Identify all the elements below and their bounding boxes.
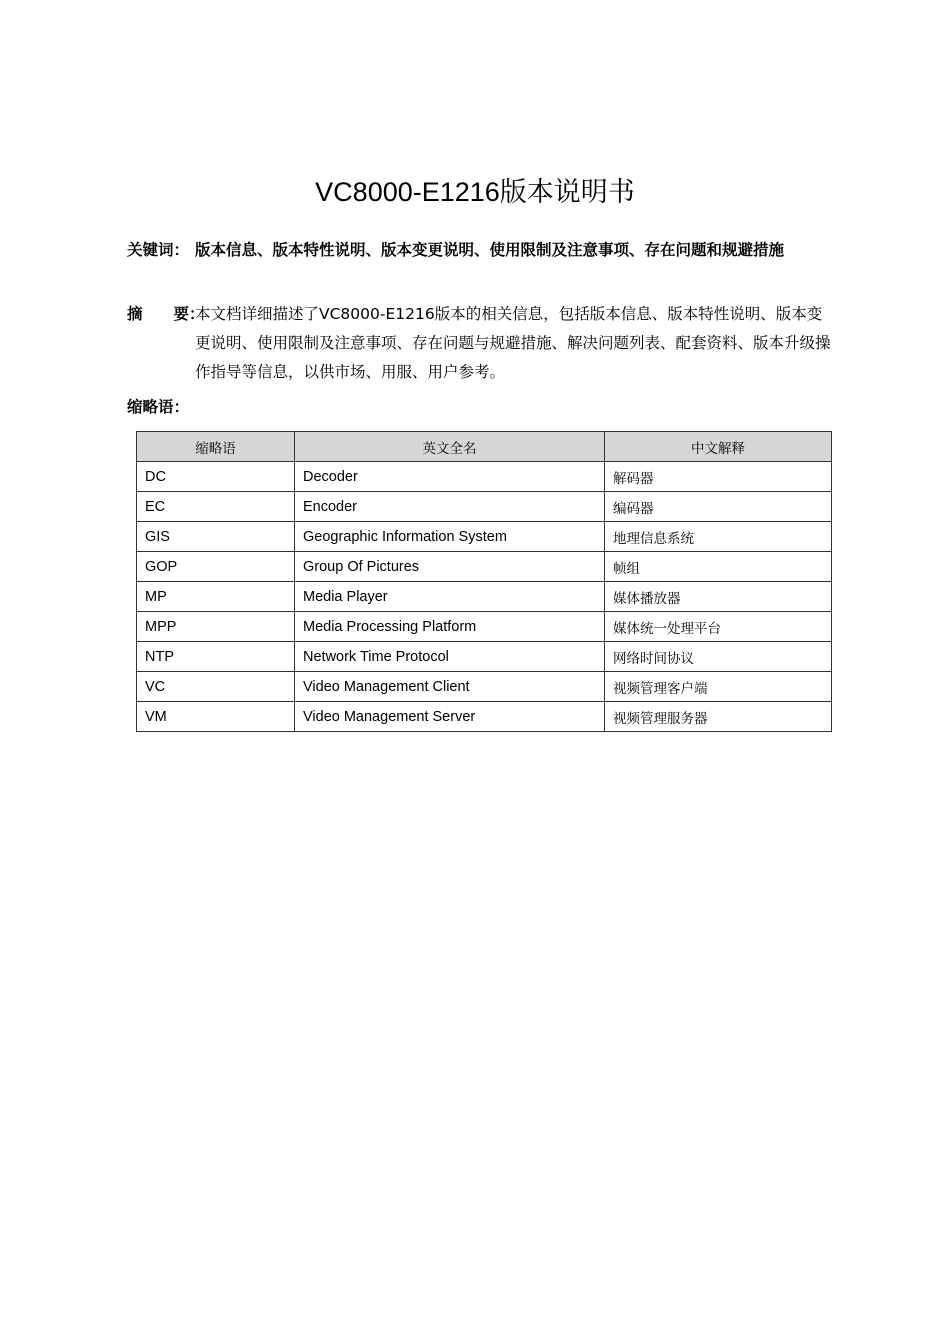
chinese-meaning-cell: 媒体播放器 (605, 582, 832, 612)
abbr-cell: MP (137, 582, 295, 612)
column-header-chinese: 中文解释 (605, 432, 832, 462)
abstract-section (127, 300, 837, 387)
table-row (137, 612, 832, 642)
chinese-meaning-cell: 视频管理服务器 (605, 702, 832, 732)
abstract-label: 摘 要： (127, 305, 205, 323)
abbr-cell: GIS (137, 522, 295, 552)
english-name-cell: Group Of Pictures (295, 552, 605, 582)
keywords-text: 版本信息、版本特性说明、版本变更说明、使用限制及注意事项、存在问题和规避措施 (195, 241, 785, 259)
english-name-cell: Decoder (295, 462, 605, 492)
table-row (137, 702, 832, 732)
chinese-meaning-cell: 解码器 (605, 462, 832, 492)
keywords-label: 关键词： (127, 241, 190, 259)
abbr-cell: DC (137, 462, 295, 492)
table-row (137, 582, 832, 612)
abbr-cell: MPP (137, 612, 295, 642)
chinese-meaning-cell: 网络时间协议 (605, 642, 832, 672)
column-header-english: 英文全名 (295, 432, 605, 462)
abbreviations-heading: 缩略语： (127, 398, 190, 416)
table-row (137, 552, 832, 582)
english-name-cell: Encoder (295, 492, 605, 522)
abbreviations-table (136, 431, 832, 732)
english-name-cell: Media Player (295, 582, 605, 612)
abbr-cell: VM (137, 702, 295, 732)
column-header-abbr: 缩略语 (137, 432, 295, 462)
table-row (137, 672, 832, 702)
abbr-cell: NTP (137, 642, 295, 672)
english-name-cell: Network Time Protocol (295, 642, 605, 672)
english-name-cell: Video Management Server (295, 702, 605, 732)
table-row (137, 642, 832, 672)
english-name-cell: Geographic Information System (295, 522, 605, 552)
table-header-row (137, 432, 832, 462)
abbr-cell: EC (137, 492, 295, 522)
table-row (137, 522, 832, 552)
english-name-cell: Video Management Client (295, 672, 605, 702)
chinese-meaning-cell: 帧组 (605, 552, 832, 582)
chinese-meaning-cell: 编码器 (605, 492, 832, 522)
abbr-cell: GOP (137, 552, 295, 582)
chinese-meaning-cell: 地理信息系统 (605, 522, 832, 552)
english-name-cell: Media Processing Platform (295, 612, 605, 642)
table-row (137, 462, 832, 492)
table-row (137, 492, 832, 522)
keywords-section (127, 236, 837, 264)
page-title: VC8000-E1216版本说明书 (315, 177, 635, 207)
abstract-text: 本文档详细描述了VC8000-E1216版本的相关信息，包括版本信息、版本特性说明、版本变更说明、使用限制及注意事项、存在问题与规避措施、解决问题列表、配套资料、版本升级操作指导等信息，以供市场、用服、用户参考。 (195, 305, 831, 381)
abbr-cell: VC (137, 672, 295, 702)
chinese-meaning-cell: 视频管理客户端 (605, 672, 832, 702)
chinese-meaning-cell: 媒体统一处理平台 (605, 612, 832, 642)
